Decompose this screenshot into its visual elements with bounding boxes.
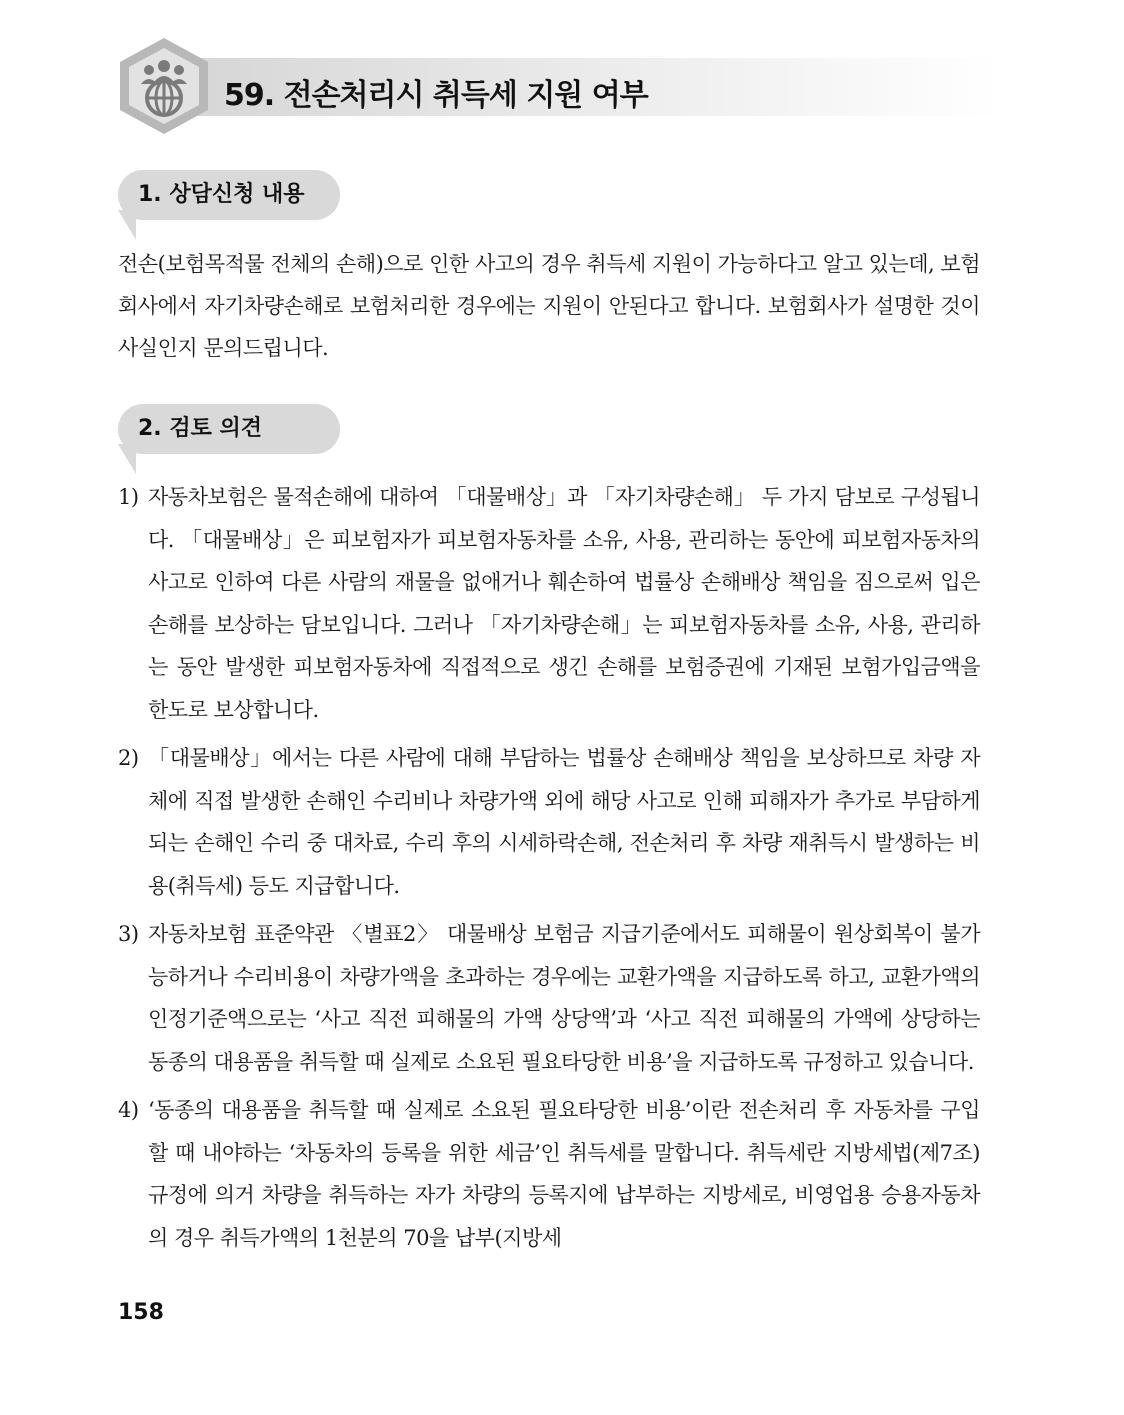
list-item: [118, 737, 980, 907]
people-globe-icon: [116, 36, 212, 136]
section-label-inquiry: [118, 170, 340, 220]
list-item: [118, 1089, 980, 1259]
list-number: 2): [118, 746, 139, 770]
list-text: 자동차보험 표준약관 〈별표2〉 대물배상 보험금 지급기준에서도 피해물이 원상회복이 불가능하거나 수리비용이 차량가액을 초과하는 경우에는 교환가액을 지급하도록 하고, 교환가액의 인정기준액으로는 ‘사고 직전 피해물의 가액 상당액’과 ‘사고 직전 피해물의 가액에 상당하는 동종의 대용품을 취득할 때 실제로 소요된 필요타당한 비용’을 지급하도록 규정하고 있습니다.: [148, 922, 980, 1074]
list-number: 1): [118, 485, 139, 509]
tag-tail-shape: [118, 444, 138, 474]
review-list: [118, 476, 980, 1265]
list-number: 4): [118, 1098, 139, 1122]
tag-tail-shape: [118, 210, 138, 240]
section-label-text: 1. 상담신청 내용: [138, 182, 305, 207]
chapter-header: [116, 36, 1000, 136]
section-label-text: 2. 검토 의견: [138, 416, 262, 441]
page-title: 59. 전손처리시 취득세 지원 여부: [224, 78, 648, 113]
inquiry-body: 전손(보험목적물 전체의 손해)으로 인한 사고의 경우 취득세 지원이 가능하다고 알고 있는데, 보험회사에서 자기차량손해로 보험처리한 경우에는 지원이 안된다고 합니다. 보험회사가 설명한 것이 사실인지 문의드립니다.: [118, 252, 980, 360]
page-number: 158: [118, 1300, 164, 1325]
list-item: [118, 913, 980, 1083]
section-label-review: [118, 404, 340, 454]
list-text: 「대물배상」에서는 다른 사람에 대해 부담하는 법률상 손해배상 책임을 보상하므로 차량 자체에 직접 발생한 손해인 수리비나 차량가액 외에 해당 사고로 인해 피해자가 추가로 부담하게 되는 손해인 수리 중 대차료, 수리 후의 시세하락손해, 전손처리 후 차량 재취득시 발생하는 비용(취득세) 등도 지급합니다.: [148, 746, 980, 898]
list-item: [118, 476, 980, 731]
list-text: ‘동종의 대용품을 취득할 때 실제로 소요된 필요타당한 비용’이란 전손처리 후 자동차를 구입할 때 내야하는 ‘차동차의 등록을 위한 세금’인 취득세를 말합니다. 취득세란 지방세법(제7조) 규정에 의거 차량을 취득하는 자가 차량의 등록지에 납부하는 지방세로, 비영업용 승용자동차의 경우 취득가액의 1천분의 70을 납부(지방세: [148, 1098, 980, 1250]
list-number: 3): [118, 922, 139, 946]
list-text: 자동차보험은 물적손해에 대하여 「대물배상」과 「자기차량손해」 두 가지 담보로 구성됩니다. 「대물배상」은 피보험자가 피보험자동차를 소유, 사용, 관리하는 동안에 피보험자동차의 사고로 인하여 다른 사람의 재물을 없애거나 훼손하여 법률상 손해배상 책임을 짐으로써 입은 손해를 보상하는 담보입니다. 그러나 「자기차량손해」는 피보험자동차를 소유, 사용, 관리하는 동안 발생한 피보험자동차에 직접적으로 생긴 손해를 보험증권에 기재된 보험가입금액을 한도로 보상합니다.: [148, 485, 980, 722]
